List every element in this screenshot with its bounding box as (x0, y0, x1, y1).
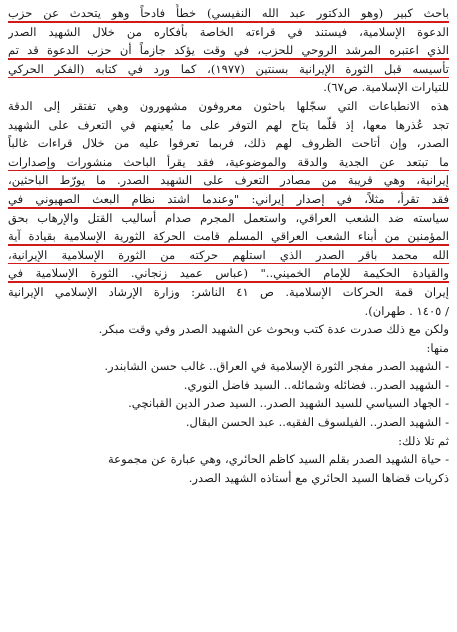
line-text: / ١٤٠٥ . طهران). (364, 303, 449, 318)
underlined-text: باحث كبير (وهو الدكتور عبد الله النفيسي) خطأً فادحاً وهو يتحدث عن حزب (8, 6, 449, 23)
text-line (8, 283, 449, 302)
line-text: ذكريات قضاها السيد الحائري مع أستاذه الشهيد الصدر. (188, 470, 449, 485)
text-line (8, 23, 449, 42)
text-line (8, 209, 449, 228)
paragraph-1 (8, 4, 449, 97)
underlined-text: الذي اعتبره المرشد الروحي للحزب، في وقت يؤكد جازماً أن حزب الدعوة قد تم (8, 43, 449, 60)
underlined-text: تأسيسه قبل الثورة الإيرانية بسنتين (١٩٧٧)، كما ورد في كتابه (الفكر الحركي (8, 62, 449, 79)
text-line (8, 190, 449, 209)
text-line (8, 320, 449, 339)
list-item (8, 394, 449, 413)
text-line (8, 339, 449, 358)
text-line (8, 227, 449, 246)
list-item (8, 357, 449, 376)
underlined-text: والقيادة الحكيمة للإمام الخميني.." (عباس عميد زنجاني. الثورة الإسلامية في (8, 266, 449, 283)
underlined-text: فقد تقرأ، مثلاً، في إصدار إيراني: "وعندما اشتد نظام البعث الصهيوني في (8, 192, 449, 209)
then-label: ثم تلا ذلك: (398, 433, 449, 448)
underlined-text: المؤمنين من أبناء الشعب العراقي المسلم قامت الحركة الثورية الإسلامية بقيادة آية (8, 229, 449, 246)
line-text: - الشهيد الصدر.. فضائله وشمائله.. السيد فاضل النوري. (183, 377, 449, 392)
list-item (8, 450, 449, 469)
text-line (8, 153, 449, 172)
underlined-text: ما تبتعد عن الجدية والدقة والموضوعية، فقد يقرأ الباحث منشورات وإصدارات (8, 155, 449, 172)
underlined-text: الله محمد باقر الصدر الذي استلهم حركته من الثورة الإسلامية الإيرانية، (8, 248, 449, 265)
line-text: الدعوة الإسلامية، فيستند في قراءته الخاصة بأفكاره من خلال الشهيد الصدر (8, 24, 449, 39)
text-line (8, 60, 449, 79)
line-text: سياسته ضد الشعب العراقي، واستعمل المجرم صدام أساليب القتل والإرهاب بحق (8, 210, 449, 225)
line-text: - الشهيد الصدر.. الفيلسوف الفقيه.. عبد الحسن البقال. (185, 415, 449, 430)
line-text: إيران قمة الحركات الإسلامية. ص ٤١ الناشر: وزارة الإرشاد الإسلامي الإيرانية (8, 284, 449, 299)
list-item (8, 376, 449, 395)
text-line (8, 171, 449, 190)
underlined-text: إيرانية، وهي قريبة من مصادر التعرف على الشهيد الصدر. ما يورّط الباحثين، (8, 173, 449, 190)
list-item (8, 413, 449, 432)
text-line (8, 264, 449, 283)
line-text: الصدر، وإن أتاحت الظروف لهم ذلك، فربما تعرفوا عليه من خلال قراءات غالباً (8, 136, 449, 151)
text-line (8, 41, 449, 60)
text-line (8, 78, 449, 97)
text-line (8, 134, 449, 153)
line-text: للتيارات الإسلامية. ص٦٧). (323, 80, 449, 95)
books-list (8, 357, 449, 431)
line-text: - الجهاد السياسي للسيد الشهيد الصدر.. السيد صدر الدين القبانچي. (128, 396, 449, 411)
line-text: ولكن مع ذلك صدرت عدة كتب وبحوث عن الشهيد الصدر وفي وقت مبكر. (98, 322, 449, 337)
text-line (8, 302, 449, 321)
text-line (8, 246, 449, 265)
list-item (8, 469, 449, 488)
paragraph-3 (8, 320, 449, 357)
paragraph-2 (8, 97, 449, 320)
line-text: منها: (426, 340, 449, 355)
text-line (8, 4, 449, 23)
text-line (8, 116, 449, 135)
line-text: - الشهيد الصدر مفجر الثورة الإسلامية في العراق.. غالب حسن الشابندر. (104, 359, 449, 374)
line-text: - حياة الشهيد الصدر بقلم السيد كاظم الحائري، وهي عبارة عن مجموعة (107, 452, 449, 467)
line-text: هذه الانطباعات التي سجّلها باحثون معروفون مشهورون وهي تفتقر إلى الدقة (8, 98, 449, 113)
text-line (8, 97, 449, 116)
followup-list (8, 450, 449, 487)
line-text: تجد عُذرها معها، إذ قلّما يتاح لهم التوفر على ما يُعينهم في التعرف على الشهيد (8, 117, 449, 132)
